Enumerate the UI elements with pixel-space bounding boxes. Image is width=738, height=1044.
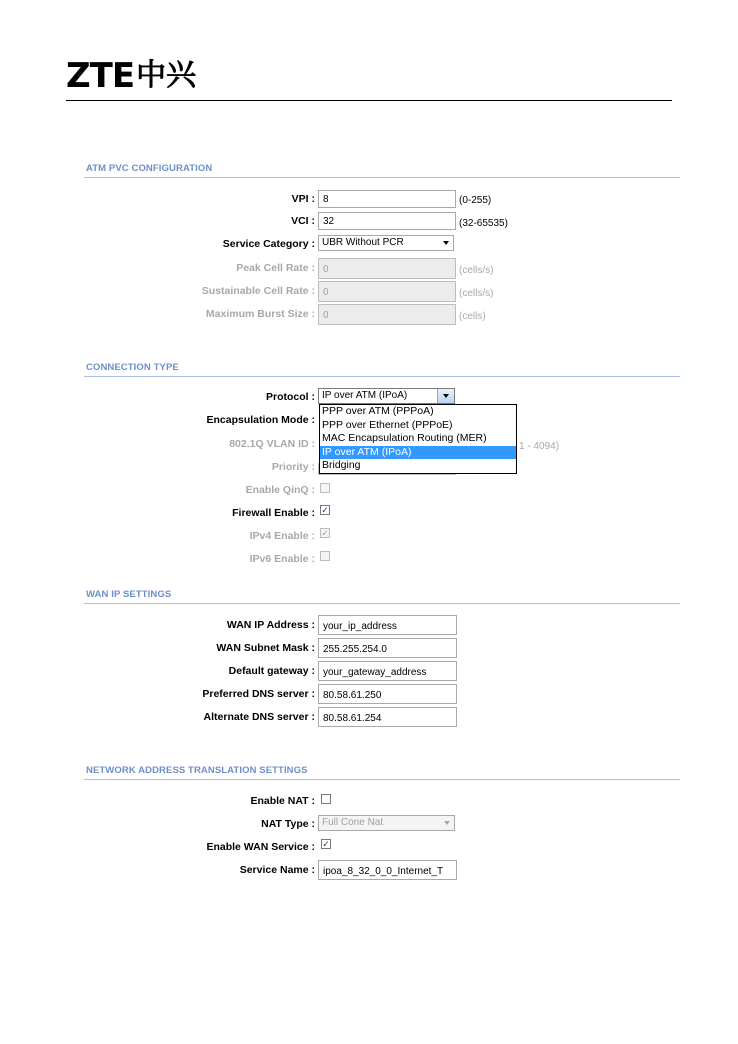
priority-label: Priority :	[271, 461, 315, 473]
wan-subnet-mask-label: WAN Subnet Mask :	[216, 642, 315, 654]
enable-wan-service-label: Enable WAN Service :	[206, 841, 315, 853]
wan-subnet-mask-input[interactable]: 255.255.254.0	[318, 638, 457, 658]
enable-wan-service-checkbox[interactable]: ✓	[322, 839, 330, 849]
ipv4-enable-checkbox: ✓	[321, 528, 329, 538]
vci-input[interactable]: 32	[318, 212, 456, 230]
encapsulation-mode-label: Encapsulation Mode :	[206, 414, 315, 426]
peak-cell-rate-input: 0	[318, 258, 456, 279]
ipv4-enable-label: IPv4 Enable :	[249, 530, 315, 542]
protocol-dropdown-list	[319, 404, 517, 474]
enable-nat-label: Enable NAT :	[250, 795, 315, 807]
section-divider-wan	[84, 603, 680, 604]
protocol-label: Protocol :	[266, 391, 315, 403]
alternate-dns-label: Alternate DNS server :	[203, 711, 315, 723]
maximum-burst-size-hint: (cells)	[459, 311, 486, 322]
section-title-connection: CONNECTION TYPE	[86, 362, 179, 373]
maximum-burst-size-label: Maximum Burst Size :	[205, 308, 315, 320]
alternate-dns-input[interactable]: 80.58.61.254	[318, 707, 457, 727]
firewall-enable-checkbox[interactable]: ✓	[321, 505, 329, 515]
section-divider-connection	[84, 376, 680, 377]
wan-ip-address-label: WAN IP Address :	[226, 619, 315, 631]
dropdown-arrow-icon[interactable]	[437, 389, 454, 403]
preferred-dns-label: Preferred DNS server :	[202, 688, 315, 700]
chevron-down-icon	[443, 241, 449, 245]
section-title-atm: ATM PVC CONFIGURATION	[86, 163, 213, 174]
chevron-down-icon	[444, 821, 450, 825]
ipv6-enable-label: IPv6 Enable :	[249, 553, 315, 565]
protocol-option-ipoa[interactable]: IP over ATM (IPoA)	[320, 446, 516, 460]
vpi-hint: (0-255)	[459, 195, 492, 206]
header-divider	[66, 100, 672, 101]
section-title-wan: WAN IP SETTINGS	[86, 589, 172, 600]
zte-logo	[66, 55, 196, 97]
protocol-option-mer[interactable]: MAC Encapsulation Routing (MER)	[322, 432, 487, 445]
vlan-id-label: 802.1Q VLAN ID :	[229, 438, 315, 450]
sustainable-cell-rate-hint: (cells/s)	[459, 288, 494, 299]
vpi-label: VPI :	[291, 193, 315, 205]
section-title-nat: NETWORK ADDRESS TRANSLATION SETTINGS	[86, 765, 308, 776]
preferred-dns-input[interactable]: 80.58.61.250	[318, 684, 457, 704]
enable-qinq-checkbox	[320, 483, 330, 493]
wan-ip-address-input[interactable]: your_ip_address	[318, 615, 457, 635]
section-divider-nat	[84, 779, 680, 780]
service-category-select[interactable]	[318, 235, 454, 251]
maximum-burst-size-input: 0	[318, 304, 456, 325]
protocol-option-pppoe[interactable]: PPP over Ethernet (PPPoE)	[322, 418, 453, 431]
section-divider-atm	[84, 177, 680, 178]
nat-type-label: NAT Type :	[261, 818, 315, 830]
protocol-option-bridging[interactable]: Bridging	[322, 459, 361, 472]
protocol-select[interactable]	[318, 388, 455, 404]
nat-type-value: Full Cone Nat	[322, 817, 384, 828]
service-category-value: UBR Without PCR	[322, 237, 404, 248]
enable-nat-checkbox[interactable]	[321, 794, 331, 804]
vpi-input[interactable]: 8	[318, 190, 456, 208]
nat-type-select	[318, 815, 455, 831]
firewall-enable-label: Firewall Enable :	[232, 507, 315, 519]
enable-qinq-label: Enable QinQ :	[245, 484, 315, 496]
sustainable-cell-rate-input: 0	[318, 281, 456, 302]
ipv6-enable-checkbox	[320, 551, 330, 561]
peak-cell-rate-label: Peak Cell Rate :	[236, 262, 315, 274]
protocol-option-pppoa[interactable]: PPP over ATM (PPPoA)	[322, 405, 434, 417]
service-name-input[interactable]: ipoa_8_32_0_0_Internet_T	[318, 860, 457, 880]
vci-hint: (32-65535)	[459, 218, 508, 229]
logo-cjk: 中兴	[136, 58, 197, 93]
service-category-label: Service Category :	[222, 238, 315, 250]
protocol-value: IP over ATM (IPoA)	[322, 390, 408, 401]
default-gateway-input[interactable]: your_gateway_address	[318, 661, 457, 681]
service-name-label: Service Name :	[239, 864, 315, 876]
default-gateway-label: Default gateway :	[228, 665, 315, 677]
logo-latin: ZTE	[66, 56, 135, 96]
peak-cell-rate-hint: (cells/s)	[459, 265, 494, 276]
vlan-id-hint: 1 - 4094)	[519, 441, 560, 452]
vci-label: VCI :	[291, 215, 315, 227]
sustainable-cell-rate-label: Sustainable Cell Rate :	[201, 285, 315, 297]
